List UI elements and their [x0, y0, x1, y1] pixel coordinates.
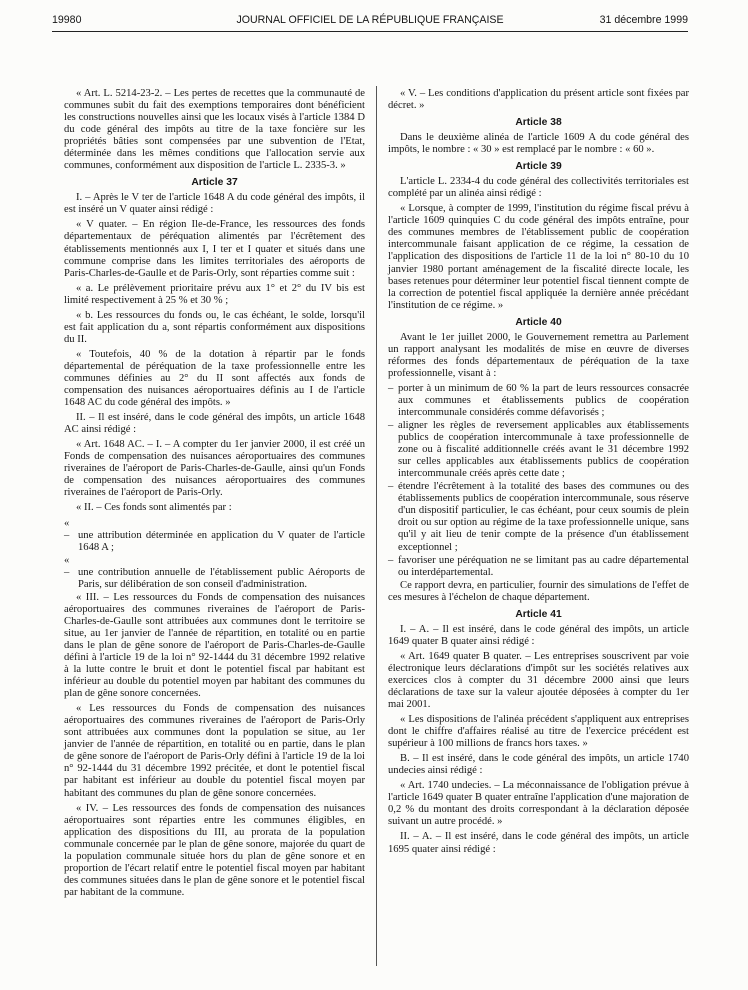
- paragraph: L'article L. 2334-4 du code général des collectivités territoriales est complété par un alinéa ainsi rédigé :: [388, 176, 689, 200]
- article-heading: Article 41: [515, 608, 562, 620]
- paragraph: II. – A. – Il est inséré, dans le code général des impôts, un article 1695 quater ainsi rédigé :: [388, 831, 689, 855]
- list-item-text: une contribution annuelle de l'établissement public Aéroports de Paris, sur délibération de son conseil d'administration.: [78, 566, 365, 590]
- list-item-text: étendre l'écrêtement à la totalité des bases des communes ou des établissements publics de coopération intercommunale, sous réserve d'un dispositif particulier, le cas échéant, pour ceux soumis de plein droit ou sur option au régime de la taxe professionnelle unique, sans qu'il y ait lieu de tenir compte de la présence d'un établissement exceptionnel ;: [398, 481, 689, 553]
- paragraph: « V. – Les conditions d'application du présent article sont fixées par décret. »: [388, 88, 689, 112]
- list-item-text: favoriser une péréquation ne se limitant pas au cadre départemental ou interdépartemental.: [398, 554, 689, 578]
- paragraph: I. – A. – Il est inséré, dans le code général des impôts, un article 1649 quater B quater ainsi rédigé :: [388, 623, 689, 647]
- paragraph: « V quater. – En région Ile-de-France, les ressources des fonds départementaux de péréquation alimentés par l'écrêtement des établissements mentionnés aux I, I ter et I quater et situés dans une commune comprise dans les limites territoriales des aéroports de Paris-Charles-de-Gaulle et de Paris-Orly, sont réparties comme suit :: [64, 219, 365, 279]
- list-item: « – une attribution déterminée en application du V quater de l'article 1648 A ;: [64, 517, 365, 553]
- page-number: 19980: [52, 14, 82, 26]
- left-column: [64, 88, 365, 902]
- header-rule: [52, 31, 688, 32]
- page-header: [52, 14, 688, 30]
- list-item-text: une attribution déterminée en application du V quater de l'article 1648 A ;: [78, 529, 365, 553]
- paragraph: « Toutefois, 40 % de la dotation à répartir par le fonds départemental de péréquation de la taxe professionnelle entre les communes définies au 2° du II sont affectés aux fonds de compensation des nuisances aéroportuaires définis au I de l'article 1648 AC du code général des impôts. »: [64, 348, 365, 409]
- paragraph: « a. Le prélèvement prioritaire prévu aux 1° et 2° du IV bis est limité respectivement à 25 % et 30 % ;: [64, 282, 365, 306]
- article-heading: Article 38: [515, 117, 562, 129]
- article-heading: Article 39: [515, 161, 562, 173]
- journal-title: JOURNAL OFFICIEL DE LA RÉPUBLIQUE FRANÇAISE: [236, 14, 504, 26]
- list-item: – favoriser une péréquation ne se limitant pas au cadre départemental ou interdépartemental.: [388, 554, 689, 578]
- paragraph: Avant le 1er juillet 2000, le Gouvernement remettra au Parlement un rapport analysant les modalités de mise en œuvre de diverses réformes des fonds départementaux de péréquation de la taxe professionnelle, visant à :: [388, 331, 689, 379]
- paragraph: II. – Il est inséré, dans le code général des impôts, un article 1648 AC ainsi rédigé :: [64, 412, 365, 436]
- list-item: – étendre l'écrêtement à la totalité des bases des communes ou des établissements publics de coopération intercommunale, sous réserve d'un dispositif particulier, le cas échéant, pour ceux soumis de plein droit ou sur option au régime de la taxe professionnelle unique, sans qu'il y ait lieu de tenir compte de la présence d'un établissement exceptionnel ;: [388, 481, 689, 553]
- paragraph: « Art. L. 5214-23-2. – Les pertes de recettes que la communauté de communes subit du fait des exemptions temporaires dont bénéficient les constructions nouvelles ainsi que les locaux visés à l'article 1384 D du code général des impôts au titre de la taxe foncière sur les propriétés bâties sont compensées par une subvention de l'Etat, déterminée dans les mêmes conditions que l'allocation servie aux communes, conformément aux disposition de l'article L. 2335-3. »: [64, 88, 365, 172]
- paragraph: « Les ressources du Fonds de compensation des nuisances aéroportuaires des communes riveraines de l'aéroport de Paris-Orly sont attribuées aux communes dont la population se situe, au 1er janvier de l'année de répartition, en totalité ou en partie, dans le plan de gêne sonore de l'aéroport de Paris-Orly défini à l'article 19 de la loi n° 92-1444 du 31 décembre 1992 précitée, et dont le potentiel fiscal par habitant est inférieur au double du potentiel fiscal moyen par habitant des communes du plan de gêne sonore concernées.: [64, 703, 365, 799]
- list-item: « – une contribution annuelle de l'établissement public Aéroports de Paris, sur délibération de son conseil d'administration.: [64, 554, 365, 590]
- paragraph: Dans le deuxième alinéa de l'article 1609 A du code général des impôts, le nombre : « 30 » est remplacé par le nombre : « 60 ».: [388, 132, 689, 156]
- paragraph: « Art. 1649 quater B quater. – Les entreprises souscrivent par voie électronique leurs déclarations d'impôt sur les sociétés relatives aux exercices clos à compter du 31 décembre 2000 ainsi que leurs déclarations de taxe sur la valeur ajoutée déposées à compter du 1er mai 2001.: [388, 650, 689, 711]
- list-item-text: aligner les règles de reversement applicables aux établissements publics de coopération intercommunale à taxe professionnelle de zone ou à fiscalité additionnelle créés avant le 31 décembre 1992 sur celles applicables aux établissements publics de coopération intercommunale créés après cette date ;: [398, 420, 689, 480]
- column-divider: [376, 86, 377, 966]
- paragraph: B. – Il est inséré, dans le code général des impôts, un article 1740 undecies ainsi rédigé :: [388, 753, 689, 777]
- paragraph: I. – Après le V ter de l'article 1648 A du code général des impôts, il est inséré un V quater ainsi rédigé :: [64, 192, 365, 216]
- paragraph: « IV. – Les ressources des fonds de compensation des nuisances aéroportuaires sont réparties entre les communes éligibles, en application des dispositions du III, au prorata de la population communale concernée par le plan de gêne sonore, majorée du quart de la population communale située hors du plan de gêne sonore et en proportion de l'écart relatif entre le potentiel fiscal moyen par habitant des communes situées dans le plan de gêne sonore et le potentiel fiscal par habitant de la commune.: [64, 802, 365, 898]
- article-heading: Article 40: [515, 316, 562, 328]
- paragraph: « Les dispositions de l'alinéa précédent s'appliquent aux entreprises dont le chiffre d'affaires réalisé au titre de l'exercice précédent est supérieur à 100 millions de francs hors taxes. »: [388, 714, 689, 750]
- list-item-text: porter à un minimum de 60 % la part de leurs ressources consacrée aux communes et établissements publics de coopération intercommunale considérés comme défavorisés ;: [398, 382, 689, 418]
- paragraph: « III. – Les ressources du Fonds de compensation des nuisances aéroportuaires des communes riveraines de l'aéroport de Paris-Charles-de-Gaulle sont attribuées aux communes dont le territoire se situe, au 1er janvier de l'année de répartition, en totalité ou en partie dans le plan de gêne sonore de l'aéroport de Paris-Charles-de-Gaulle défini à l'article 19 de la loi n° 92-1444 du 31 décembre 1992 relative à la lutte contre le bruit et dont le potentiel fiscal par habitant est inférieur au double du potentiel moyen par habitant des communes du plan de gêne sonore concernées.: [64, 591, 365, 700]
- list-item: – aligner les règles de reversement applicables aux établissements publics de coopération intercommunale à taxe professionnelle de zone ou à fiscalité additionnelle créés avant le 31 décembre 1992 sur celles applicables aux établissements publics de coopération intercommunale créés après cette date ;: [388, 420, 689, 480]
- right-column: [388, 88, 689, 859]
- list-item: – porter à un minimum de 60 % la part de leurs ressources consacrée aux communes et établissements publics de coopération intercommunale considérés comme défavorisés ;: [388, 382, 689, 418]
- paragraph: « Art. 1740 undecies. – La méconnaissance de l'obligation prévue à l'article 1649 quater B quater entraîne l'application d'une majoration de 0,2 % du montant des droits correspondant à la déclaration déposée suivant un autre procédé. »: [388, 780, 689, 828]
- paragraph: « II. – Ces fonds sont alimentés par :: [76, 502, 232, 514]
- paragraph: « b. Les ressources du fonds ou, le cas échéant, le solde, lorsqu'il est fait application du a, sont répartis conformément aux dispositions du II.: [64, 309, 365, 345]
- paragraph: Ce rapport devra, en particulier, fournir des simulations de l'effet de ces mesures à l'échelon de chaque département.: [388, 579, 689, 603]
- paragraph: « Art. 1648 AC. – I. – A compter du 1er janvier 2000, il est créé un Fonds de compensation des nuisances aéroportuaires des communes riveraines de l'aéroport de Paris-Charles-de-Gaulle, ainsi qu'un Fonds de compensation des nuisances aéroportuaires des communes riveraines de l'aéroport de Paris-Orly.: [64, 439, 365, 499]
- issue-date: 31 décembre 1999: [599, 14, 688, 26]
- article-heading: Article 37: [191, 177, 238, 189]
- paragraph: « Lorsque, à compter de 1999, l'institution du régime fiscal prévu à l'article 1609 quinquies C du code général des impôts entraîne, pour des communes membres de l'établissement public de coopération intercommunale faisant application de ce régime, la cessation de l'application des dispositions de l'article 11 de la loi n° 80-10 du 10 janvier 1980 portant aménagement de la fiscalité directe locale, les bases retenues pour déterminer leur potentiel fiscal tiennent compte de la correction de potentiel fiscal appliquée la dernière année précédant l'institution de ce régime. »: [388, 203, 689, 311]
